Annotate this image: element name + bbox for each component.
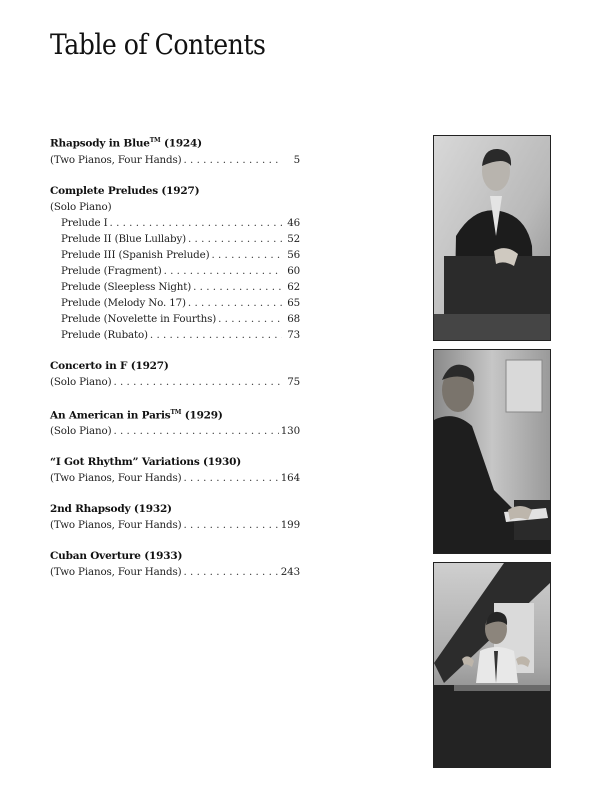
toc-entry[interactable] xyxy=(50,327,300,343)
page-number: 130 xyxy=(280,425,300,437)
toc-entry[interactable] xyxy=(50,517,300,533)
page-number: 75 xyxy=(287,375,300,388)
entry-label: (Two Pianos, Four Hands) xyxy=(50,153,182,166)
dot-leader xyxy=(110,215,282,231)
entry-label: (Two Pianos, Four Hands) xyxy=(50,472,182,484)
dot-leader xyxy=(183,564,278,580)
section-year: (1927) xyxy=(127,359,169,372)
toc-section xyxy=(50,548,300,580)
toc-entry[interactable] xyxy=(50,215,300,231)
page-number: 46 xyxy=(287,216,300,229)
entry-label: Prelude (Melody No. 17) xyxy=(61,296,186,309)
section-year: (1933) xyxy=(140,550,183,562)
section-title-text: Rhapsody in Blue xyxy=(50,137,150,150)
table-of-contents xyxy=(50,133,300,595)
entry-label: Prelude (Sleepless Night) xyxy=(61,280,192,293)
toc-section xyxy=(50,183,300,343)
dot-leader xyxy=(113,423,278,439)
entry-label: Prelude I xyxy=(61,216,108,229)
page-number: 56 xyxy=(287,248,300,261)
toc-entry[interactable] xyxy=(50,311,300,327)
toc-entry[interactable] xyxy=(50,423,300,439)
toc-entry[interactable] xyxy=(50,564,300,580)
page-number: 164 xyxy=(280,472,300,484)
toc-entry[interactable] xyxy=(50,374,300,390)
dot-leader xyxy=(183,517,278,533)
entry-label: (Solo Piano) xyxy=(50,425,112,437)
section-year: (1924) xyxy=(160,137,202,150)
section-year: (1932) xyxy=(130,503,172,515)
section-title xyxy=(50,183,300,199)
section-subtitle: (Solo Piano) xyxy=(50,200,112,213)
section-title-text: “I Got Rhythm” Variations xyxy=(50,456,200,468)
entry-label: (Solo Piano) xyxy=(50,375,112,388)
entry-label: (Two Pianos, Four Hands) xyxy=(50,519,182,531)
toc-section xyxy=(50,358,300,390)
page-number: 5 xyxy=(293,153,300,166)
toc-entry[interactable] xyxy=(50,470,300,486)
toc-section xyxy=(50,501,300,533)
page-number: 60 xyxy=(287,264,300,277)
toc-entry[interactable] xyxy=(50,152,300,168)
section-year: (1927) xyxy=(157,184,200,197)
section-title xyxy=(50,548,300,564)
entry-label: Prelude III (Spanish Prelude) xyxy=(61,248,210,261)
page-number: 73 xyxy=(287,328,300,341)
dot-leader xyxy=(193,279,282,295)
section-year: (1929) xyxy=(181,409,223,421)
photo-composer-playing xyxy=(433,349,551,554)
section-title xyxy=(50,133,300,152)
section-title xyxy=(50,501,300,517)
section-title-text: An American in Paris xyxy=(50,409,171,421)
section-title-text: Cuban Overture xyxy=(50,550,141,562)
toc-entry[interactable] xyxy=(50,295,300,311)
page-number: 243 xyxy=(280,566,300,578)
toc-entry[interactable] xyxy=(50,263,300,279)
section-title-text: 2nd Rhapsody xyxy=(50,503,131,515)
section-title-text: Concerto in F xyxy=(50,359,128,372)
dot-leader xyxy=(113,374,282,390)
page-number: 68 xyxy=(287,312,300,325)
section-title xyxy=(50,405,300,424)
dot-leader xyxy=(188,295,282,311)
toc-entry[interactable] xyxy=(50,247,300,263)
dot-leader xyxy=(188,231,282,247)
photo-composer-portrait xyxy=(433,135,551,341)
section-year: (1930) xyxy=(199,456,241,468)
entry-label: (Two Pianos, Four Hands) xyxy=(50,566,182,578)
dot-leader xyxy=(183,470,278,486)
entry-label: Prelude (Novelette in Fourths) xyxy=(61,312,217,325)
section-title xyxy=(50,454,300,470)
dot-leader xyxy=(150,327,282,343)
page-title: Table of Contents xyxy=(50,28,266,61)
page-number: 52 xyxy=(287,232,300,245)
toc-entry[interactable] xyxy=(50,279,300,295)
photo-composer-grand-piano xyxy=(433,562,551,768)
dot-leader xyxy=(164,263,282,279)
toc-section xyxy=(50,133,300,168)
dot-leader xyxy=(211,247,282,263)
toc-section xyxy=(50,454,300,486)
dot-leader xyxy=(183,152,282,168)
trademark-mark: TM xyxy=(149,137,161,144)
toc-entry[interactable] xyxy=(50,231,300,247)
page-number: 65 xyxy=(287,296,300,309)
entry-label: Prelude II (Blue Lullaby) xyxy=(61,232,186,245)
trademark-mark: TM xyxy=(170,408,182,416)
section-title-text: Complete Preludes xyxy=(50,184,158,197)
section-title xyxy=(50,358,300,374)
page-number: 199 xyxy=(280,519,300,531)
entry-label: Prelude (Fragment) xyxy=(61,264,162,277)
dot-leader xyxy=(218,311,282,327)
toc-section xyxy=(50,405,300,440)
page-number: 62 xyxy=(287,280,300,293)
entry-label: Prelude (Rubato) xyxy=(61,328,148,341)
